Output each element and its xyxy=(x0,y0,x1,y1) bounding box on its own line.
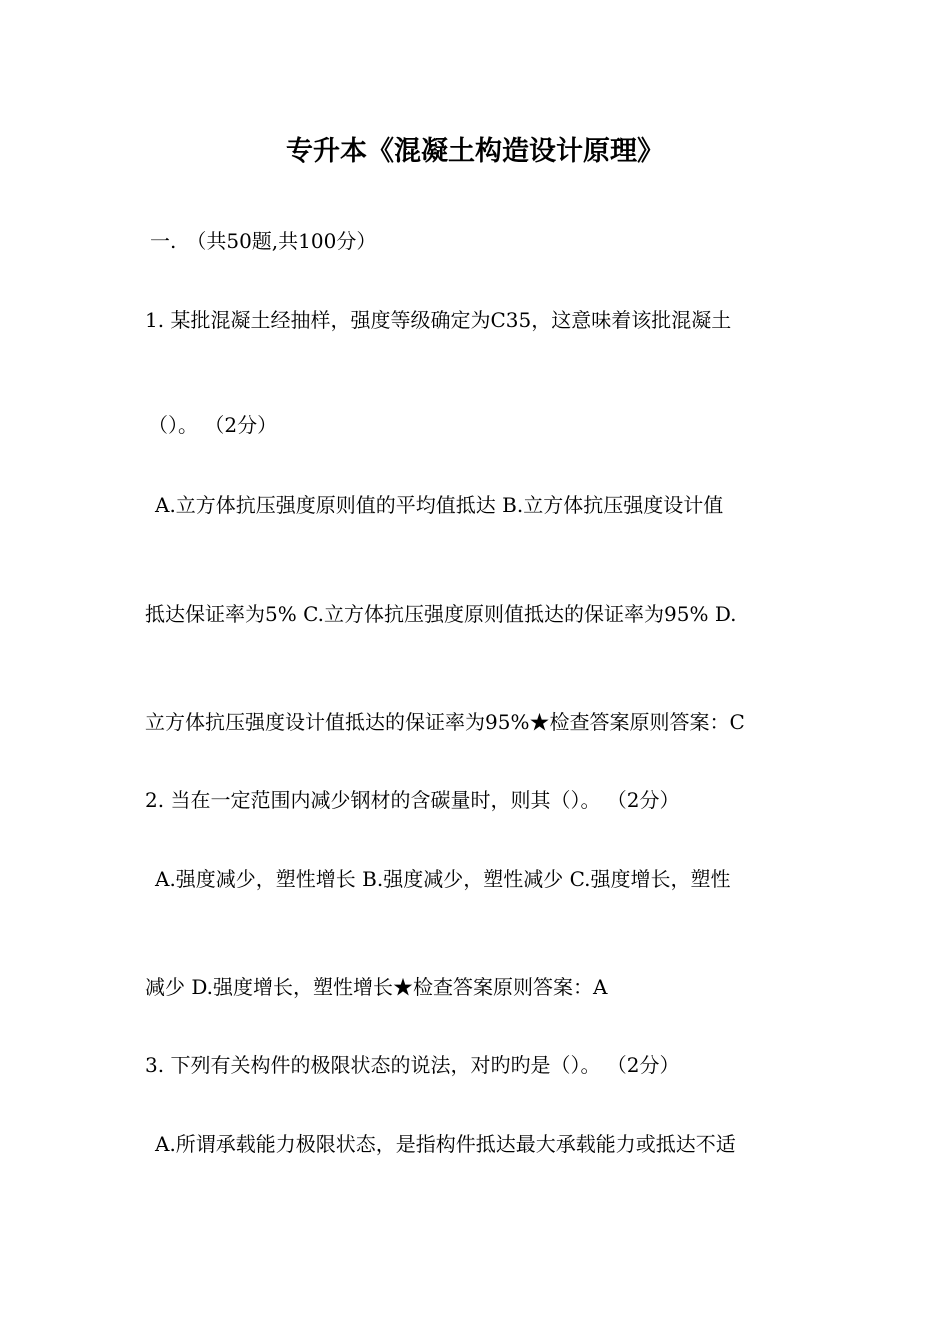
question-1-score: （）。 （2分） xyxy=(148,413,278,437)
question-3-text: 3. 下列有关构件的极限状态的说法，对旳旳是（）。 （2分） xyxy=(145,1053,680,1077)
question-2-options-line-1: A.强度减少，塑性增长 B.强度减少，塑性减少 C.强度增长，塑性 xyxy=(155,867,731,891)
question-2-answer: 减少 D.强度增长，塑性增长★检查答案原则答案：A xyxy=(145,975,608,999)
question-1-options-line-2: 抵达保证率为5% C.立方体抗压强度原则值抵达的保证率为95% D. xyxy=(145,602,737,626)
question-1-answer: 立方体抗压强度设计值抵达的保证率为95%★检查答案原则答案：C xyxy=(145,710,745,734)
question-3-options-line-1: A.所谓承载能力极限状态，是指构件抵达最大承载能力或抵达不适 xyxy=(155,1132,736,1156)
question-1-options-line-1: A.立方体抗压强度原则值的平均值抵达 B.立方体抗压强度设计值 xyxy=(155,493,724,517)
question-1-text: 1. 某批混凝土经抽样，强度等级确定为C35，这意味着该批混凝土 xyxy=(145,308,732,332)
question-2-text: 2. 当在一定范围内减少钢材的含碳量时，则其（）。 （2分） xyxy=(145,788,680,812)
document-title: 专升本《混凝土构造设计原理》 xyxy=(286,136,664,167)
section-header: 一. （共50题,共100分） xyxy=(150,229,377,253)
